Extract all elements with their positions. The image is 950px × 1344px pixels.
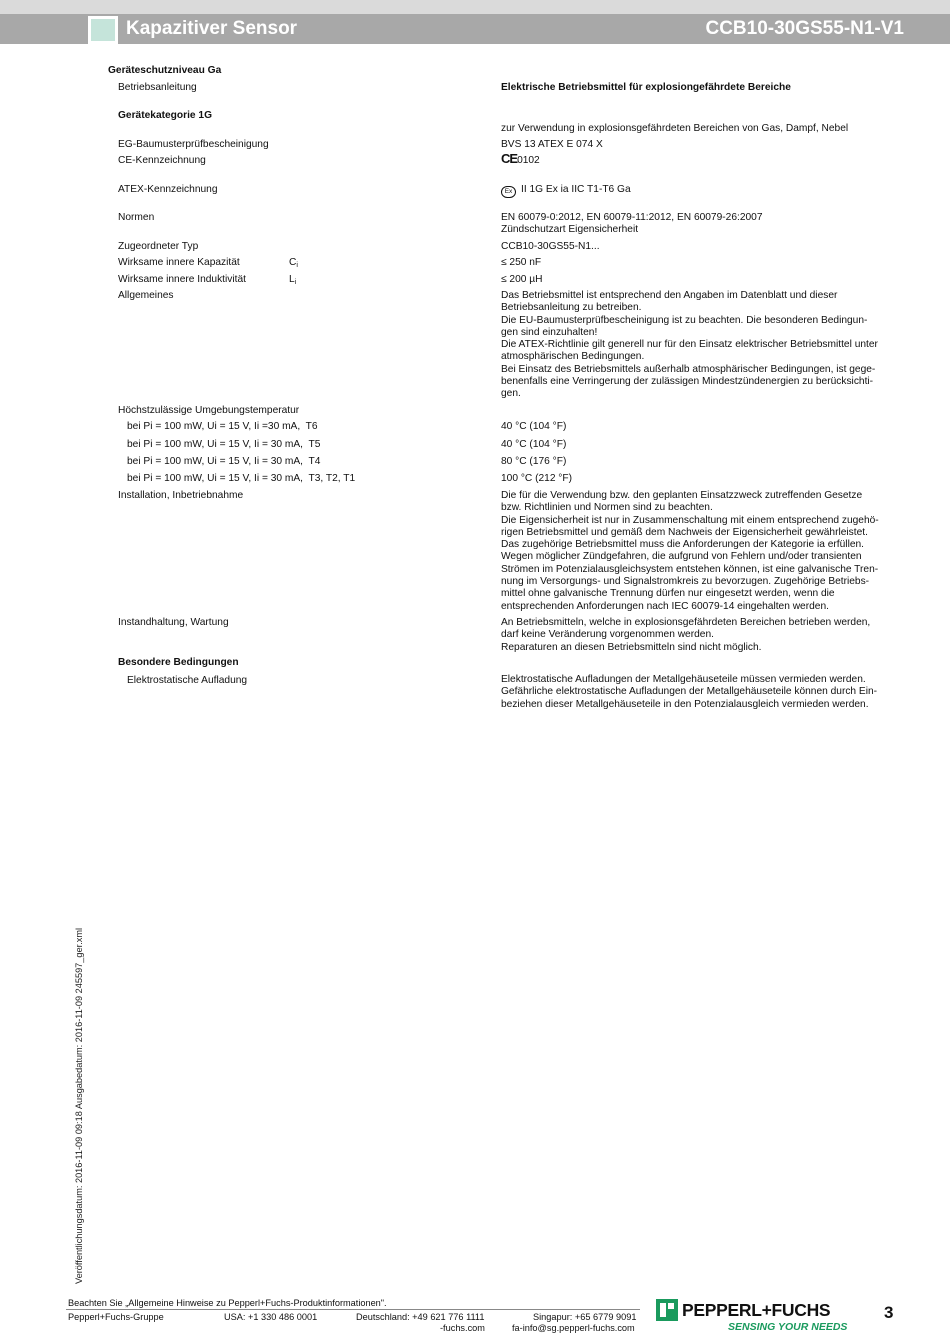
ce-label: CE-Kennzeichnung bbox=[118, 155, 206, 166]
norms-label: Normen bbox=[118, 212, 155, 223]
atex-value: II 1G Ex ia IIC T1-T6 Ga bbox=[521, 184, 631, 195]
general-line: Das Betriebsmittel ist entsprechend den Angaben im Datenblatt und dieser bbox=[501, 290, 838, 301]
general-line: atmosphärischen Bedingungen. bbox=[501, 351, 645, 363]
inductance-symbol-sub: i bbox=[294, 279, 297, 286]
installation-line: Das zugehörige Betriebsmittel muss die Anforderungen der Kategorie ia erfüllen. bbox=[501, 539, 864, 551]
static-charge-label: Elektrostatische Aufladung bbox=[127, 675, 248, 686]
ce-value: 0102 bbox=[517, 155, 540, 166]
maintenance-text bbox=[501, 617, 870, 654]
temperature-condition: bei Pi = 100 mW, Ui = 15 V, Ii =30 mA, T6 bbox=[127, 421, 318, 432]
inductance-symbol bbox=[289, 274, 296, 289]
general-line: benenfalls eine Verringerung der zulässigen Mindestzündenergien zu berücksichti- bbox=[501, 376, 874, 388]
general-line: Betriebsanleitung zu betreiben. bbox=[501, 302, 642, 314]
general-line: gen. bbox=[501, 388, 521, 400]
capacitance-symbol-letter: C bbox=[289, 257, 297, 268]
norms-line: EN 60079-0:2012, EN 60079-11:2012, EN 60079-26:2007 bbox=[501, 212, 763, 223]
capacitance-label: Wirksame innere Kapazität bbox=[118, 257, 240, 268]
section-title: Geräteschutzniveau Ga bbox=[108, 65, 222, 76]
general-text bbox=[501, 290, 878, 401]
temperature-label: Höchstzulässige Umgebungstemperatur bbox=[118, 405, 300, 416]
manual-label: Betriebsanleitung bbox=[118, 82, 197, 93]
category-value: zur Verwendung in explosionsgefährdeten Bereichen von Gas, Dampf, Nebel bbox=[501, 123, 849, 134]
temperature-condition: bei Pi = 100 mW, Ui = 15 V, Ii = 30 mA, T5 bbox=[127, 439, 321, 450]
maintenance-line: darf keine Veränderung vorgenommen werden. bbox=[501, 629, 714, 641]
installation-label: Installation, Inbetriebnahme bbox=[118, 490, 244, 501]
atex-value-row bbox=[501, 184, 631, 198]
footer-divider bbox=[66, 1309, 640, 1310]
norms-value bbox=[501, 212, 763, 237]
type-value: CCB10-30GS55-N1... bbox=[501, 241, 600, 252]
company-logo-text: PEPPERL+FUCHS bbox=[682, 1300, 831, 1320]
capacitance-symbol-sub: i bbox=[296, 262, 298, 269]
footer-notice: Beachten Sie „Allgemeine Hinweise zu Pepperl+Fuchs-Produktinformationen". bbox=[68, 1298, 387, 1308]
footer-singapore-phone: Singapur: +65 6779 9091 bbox=[533, 1312, 637, 1322]
header-square-icon bbox=[88, 16, 118, 44]
category-label: Gerätekategorie 1G bbox=[118, 110, 212, 121]
pepperl-fuchs-logo-icon bbox=[656, 1299, 678, 1321]
footer-email[interactable]: fa-info@sg.pepperl-fuchs.com bbox=[512, 1323, 635, 1333]
maintenance-line: An Betriebsmitteln, welche in explosionsgefährdeten Bereichen betrieben werden, bbox=[501, 617, 871, 628]
footer-group: Pepperl+Fuchs-Gruppe bbox=[68, 1312, 164, 1322]
maintenance-label: Instandhaltung, Wartung bbox=[118, 617, 229, 628]
footer-germany-phone: Deutschland: +49 621 776 1111 bbox=[356, 1312, 485, 1322]
maintenance-line: Reparaturen an diesen Betriebsmitteln sind nicht möglich. bbox=[501, 641, 762, 653]
product-code: CCB10-30GS55-N1-V1 bbox=[705, 18, 904, 39]
general-line: Die ATEX-Richtlinie gilt generell nur für den Einsatz elektrischer Betriebsmittel unter bbox=[501, 339, 878, 351]
temperature-value: 40 °C (104 °F) bbox=[501, 439, 567, 450]
installation-text bbox=[501, 490, 879, 613]
header-top-strip bbox=[0, 0, 950, 14]
installation-line: Die Eigensicherheit ist nur in Zusammenschaltung mit einem entsprechend zugehö- bbox=[501, 514, 879, 526]
installation-line: mittel ohne galvanische Trennung dürfen nur eingesetzt werden, wenn die bbox=[501, 588, 835, 600]
installation-line: Wegen möglicher Zündgefahren, die aufgrund von Fehlern und/oder transienten bbox=[501, 551, 862, 563]
static-charge-text bbox=[501, 674, 877, 711]
temperature-condition: bei Pi = 100 mW, Ui = 15 V, Ii = 30 mA, T4 bbox=[127, 456, 321, 467]
static-charge-line: Gefährliche elektrostatische Aufladungen der Metallgehäuseteile können durch Ein- bbox=[501, 686, 878, 698]
footer-usa-phone: USA: +1 330 486 0001 bbox=[224, 1312, 318, 1322]
ec-value: BVS 13 ATEX E 074 X bbox=[501, 139, 603, 150]
installation-line: Strömen im Potenzialausgleichsystem entstehen können, ist eine galvanische Tren- bbox=[501, 563, 879, 575]
page-number: 3 bbox=[884, 1303, 894, 1322]
ce-value-row bbox=[501, 153, 540, 167]
atex-label: ATEX-Kennzeichnung bbox=[118, 184, 218, 195]
norms-line: Zündschutzart Eigensicherheit bbox=[501, 224, 639, 236]
temperature-value: 100 °C (212 °F) bbox=[501, 473, 572, 484]
installation-line: Die für die Verwendung bzw. den geplanten Einsatzzweck zutreffenden Gesetze bbox=[501, 490, 863, 501]
inductance-value: ≤ 200 µH bbox=[501, 274, 543, 285]
general-line: gen sind einzuhalten! bbox=[501, 326, 598, 338]
page-title: Kapazitiver Sensor bbox=[126, 18, 298, 39]
capacitance-symbol bbox=[289, 257, 298, 272]
installation-line: bzw. Richtlinien und Normen sind zu beachten. bbox=[501, 502, 713, 514]
temperature-condition: bei Pi = 100 mW, Ui = 15 V, Ii = 30 mA, T3, T2, T1 bbox=[127, 473, 356, 484]
inductance-symbol-letter: L bbox=[289, 274, 295, 285]
general-line: Die EU-Baumusterprüfbescheinigung ist zu beachten. Die besonderen Bedingun- bbox=[501, 314, 868, 326]
temperature-value: 40 °C (104 °F) bbox=[501, 421, 567, 432]
capacitance-value: ≤ 250 nF bbox=[501, 257, 542, 268]
publication-metadata: Veröffentlichungsdatum: 2016-11-09 09:18 Ausgabedatum: 2016-11-09 245597_ger.xml bbox=[74, 927, 84, 1284]
ec-label: EG-Baumusterprüfbescheinigung bbox=[118, 139, 269, 150]
general-label: Allgemeines bbox=[118, 290, 174, 301]
ex-symbol-icon: Ex bbox=[501, 186, 516, 198]
special-conditions-heading: Besondere Bedingungen bbox=[118, 657, 239, 668]
temperature-value: 80 °C (176 °F) bbox=[501, 456, 567, 467]
company-tagline: SENSING YOUR NEEDS bbox=[728, 1321, 848, 1333]
installation-line: entsprechenden Anforderungen nach IEC 60079-14 eingehalten werden. bbox=[501, 600, 829, 612]
installation-line: rigen Betriebsmittel und gemäß dem Nachweis der Eigensicherheit gewährleistet. bbox=[501, 526, 868, 538]
inductance-label: Wirksame innere Induktivität bbox=[118, 274, 246, 285]
footer-domain[interactable]: -fuchs.com bbox=[440, 1323, 485, 1333]
static-charge-line: Elektrostatische Aufladungen der Metallgehäuseteile müssen vermieden werden. bbox=[501, 674, 866, 685]
ce-mark-icon: CE bbox=[501, 151, 518, 166]
type-label: Zugeordneter Typ bbox=[118, 241, 199, 252]
general-line: Bei Einsatz des Betriebsmittels außerhalb atmosphärischer Bedingungen, ist gege- bbox=[501, 363, 876, 375]
installation-line: nung im Versorgungs- und Signalstromkreis zu bevorzugen. Zugehörige Betriebs- bbox=[501, 576, 870, 588]
static-charge-line: beziehen dieser Metallgehäuseteile in den Potenzialausgleich vermieden werden. bbox=[501, 698, 869, 710]
manual-value: Elektrische Betriebsmittel für explosiongefährdete Bereiche bbox=[501, 82, 791, 93]
